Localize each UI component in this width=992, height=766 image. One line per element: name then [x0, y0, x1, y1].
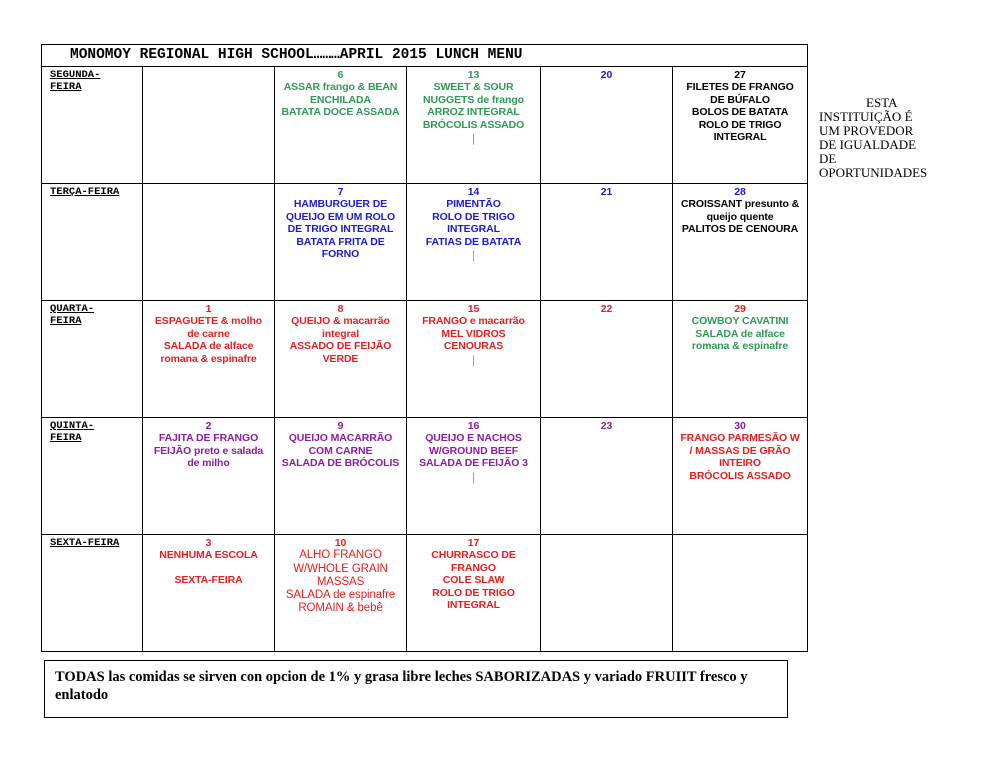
menu-item: MASSAS — [316, 575, 365, 588]
date-number: 17 — [467, 537, 480, 549]
menu-cell — [143, 535, 275, 652]
spacer — [149, 562, 268, 574]
menu-item: FORNO — [321, 248, 360, 261]
equal-opportunity-note — [819, 96, 969, 180]
menu-cell — [275, 418, 407, 535]
date-number: 13 — [467, 69, 480, 81]
menu-item: ASSADO DE FEIJÃO — [289, 340, 392, 353]
table-row — [42, 301, 808, 418]
menu-item: ROLO DE TRIGO — [432, 210, 515, 223]
menu-item: BATATA FRITA DE — [296, 235, 385, 248]
menu-item: FRANGO e macarrão — [422, 315, 525, 328]
date-number: 2 — [205, 420, 212, 432]
text-cursor-mark: | — [471, 469, 476, 484]
menu-item: de milho — [187, 457, 230, 470]
menu-item: NENHUMA ESCOLA — [159, 549, 258, 562]
menu-item: INTEGRAL — [713, 131, 767, 144]
menu-cell — [673, 535, 808, 652]
date-number: 15 — [467, 303, 480, 315]
menu-item: ALHO FRANGO — [299, 549, 382, 562]
menu-item: W/WHOLE GRAIN — [293, 562, 388, 575]
menu-cell — [275, 535, 407, 652]
date-number: 22 — [600, 303, 613, 315]
menu-title: MONOMOY REGIONAL HIGH SCHOOL………APRIL 2015 LUNCH MENU — [42, 45, 808, 67]
table-row — [42, 184, 808, 301]
date-number: 10 — [334, 537, 347, 549]
menu-item: PALITOS DE CENOURA — [681, 223, 799, 236]
menu-item: ESPAGUETE & molho — [154, 315, 263, 328]
lunch-menu-table — [41, 44, 808, 652]
date-number: 16 — [467, 420, 480, 432]
text-cursor-mark: | — [471, 131, 476, 146]
day-label: QUINTA- FEIRA — [42, 418, 143, 535]
menu-cell — [541, 535, 673, 652]
menu-item: SALADA DE FEIJÃO 3 — [419, 457, 528, 470]
menu-item: FATIAS DE BATATA — [425, 235, 522, 248]
date-number: 8 — [337, 303, 344, 315]
footer-note: TODAS las comidas se sirven con opcion de 1% y grasa libre leches SABORIZADAS y variado FRUIIT fresco y enlatodo — [44, 660, 788, 718]
menu-item: COWBOY CAVATINI — [691, 315, 789, 328]
menu-item: INTEIRO — [719, 457, 761, 470]
menu-item: VERDE — [322, 352, 359, 365]
menu-item: SEXTA-FEIRA — [174, 573, 243, 586]
menu-item: ASSAR frango & BEAN — [283, 81, 398, 94]
menu-item: W/GROUND BEEF — [428, 444, 519, 457]
menu-item: PIMENTÃO — [446, 198, 501, 211]
menu-cell — [275, 67, 407, 184]
date-number: 29 — [734, 303, 746, 315]
menu-item: NUGGETS de frango — [423, 93, 524, 106]
menu-cell — [407, 184, 541, 301]
menu-item: romana & espinafre — [691, 340, 789, 353]
table-row — [42, 535, 808, 652]
menu-item: SALADA de alface — [163, 340, 254, 353]
date-number: 7 — [337, 186, 344, 198]
menu-cell — [143, 418, 275, 535]
date-number: 30 — [734, 420, 746, 432]
menu-item: QUEIJO MACARRÃO — [288, 432, 393, 445]
text-cursor-mark: | — [471, 248, 476, 263]
menu-item: QUEIJO E NACHOS — [425, 432, 522, 445]
menu-item: FAJITA DE FRANGO — [158, 432, 259, 445]
menu-cell — [407, 535, 541, 652]
note-line-1: ESTA — [866, 95, 898, 110]
menu-item: ROLO DE TRIGO — [698, 118, 782, 131]
date-number: 27 — [734, 69, 746, 81]
menu-cell — [673, 67, 808, 184]
menu-item: BATATA DOCE ASSADA — [281, 106, 400, 119]
date-number: 6 — [337, 69, 344, 81]
menu-item: SWEET & SOUR — [433, 81, 514, 94]
menu-item: COM CARNE — [308, 444, 373, 457]
menu-item: CENOURAS — [443, 340, 504, 353]
menu-item: FEIJÃO preto e salada — [153, 444, 264, 457]
date-number: 14 — [467, 186, 480, 198]
date-number: 9 — [337, 420, 344, 432]
menu-item: integral — [321, 327, 360, 340]
menu-item: HAMBURGUER DE — [293, 198, 388, 211]
menu-item: COLE SLAW — [442, 574, 505, 587]
text-cursor-mark: | — [471, 352, 476, 367]
date-number: 28 — [734, 186, 746, 198]
menu-item: ROMAIN & bebê — [298, 602, 383, 615]
menu-item: BOLOS DE BATATA — [691, 106, 789, 119]
menu-cell — [407, 301, 541, 418]
day-label: SEGUNDA- FEIRA — [42, 67, 143, 184]
day-label: SEXTA-FEIRA — [42, 535, 143, 652]
menu-item: ARROZ INTEGRAL — [427, 106, 520, 119]
menu-item: romana & espinafre — [160, 352, 257, 365]
menu-item: DE TRIGO INTEGRAL — [287, 223, 394, 236]
menu-cell — [673, 184, 808, 301]
menu-cell — [541, 67, 673, 184]
menu-cell — [673, 418, 808, 535]
menu-item: queijo quente — [706, 210, 774, 223]
date-number: 20 — [600, 69, 613, 81]
note-line-rest: INSTITUIÇÃO É UM PROVEDOR DE IGUALDADE DE OPORTUNIDADES — [819, 109, 928, 180]
date-number: 3 — [205, 537, 212, 549]
menu-item: INTEGRAL — [447, 223, 500, 236]
menu-cell — [143, 301, 275, 418]
menu-cell — [275, 184, 407, 301]
menu-item: QUEIJO & macarrão — [291, 315, 390, 328]
menu-item: CROISSANT presunto & — [680, 198, 800, 211]
menu-item: QUEIJO EM UM ROLO — [285, 210, 396, 223]
date-number: 21 — [600, 186, 613, 198]
menu-item: / MASSAS DE GRÃO — [689, 444, 791, 457]
menu-cell — [541, 184, 673, 301]
menu-cell — [143, 184, 275, 301]
menu-item: SALADA de espinafre — [285, 589, 396, 602]
menu-item: DE BÚFALO — [710, 93, 770, 106]
menu-item: FRANGO — [451, 561, 496, 574]
day-label: QUARTA- FEIRA — [42, 301, 143, 418]
menu-cell — [541, 301, 673, 418]
menu-cell — [673, 301, 808, 418]
menu-item: FILETES DE FRANGO — [686, 81, 794, 94]
table-row — [42, 418, 808, 535]
menu-item: SALADA de alface — [695, 327, 785, 340]
menu-item: ROLO DE TRIGO — [432, 586, 515, 599]
menu-item: BRÓCOLIS ASSADO — [422, 118, 525, 131]
menu-cell — [407, 67, 541, 184]
menu-item: SALADA DE BRÓCOLIS — [281, 457, 400, 470]
menu-item: CHURRASCO DE — [431, 549, 516, 562]
menu-item: MEL VIDROS — [441, 327, 506, 340]
menu-cell — [407, 418, 541, 535]
menu-item: FRANGO PARMESÃO W — [680, 432, 800, 445]
day-label: TERÇA-FEIRA — [42, 184, 143, 301]
table-row — [42, 67, 808, 184]
date-number: 23 — [600, 420, 613, 432]
menu-item: BRÓCOLIS ASSADO — [689, 469, 791, 482]
date-number: 1 — [205, 303, 212, 315]
menu-item: de carne — [187, 327, 230, 340]
menu-item: ENCHILADA — [310, 93, 371, 106]
menu-cell — [541, 418, 673, 535]
menu-item: INTEGRAL — [447, 599, 500, 612]
menu-cell — [143, 67, 275, 184]
menu-cell — [275, 301, 407, 418]
